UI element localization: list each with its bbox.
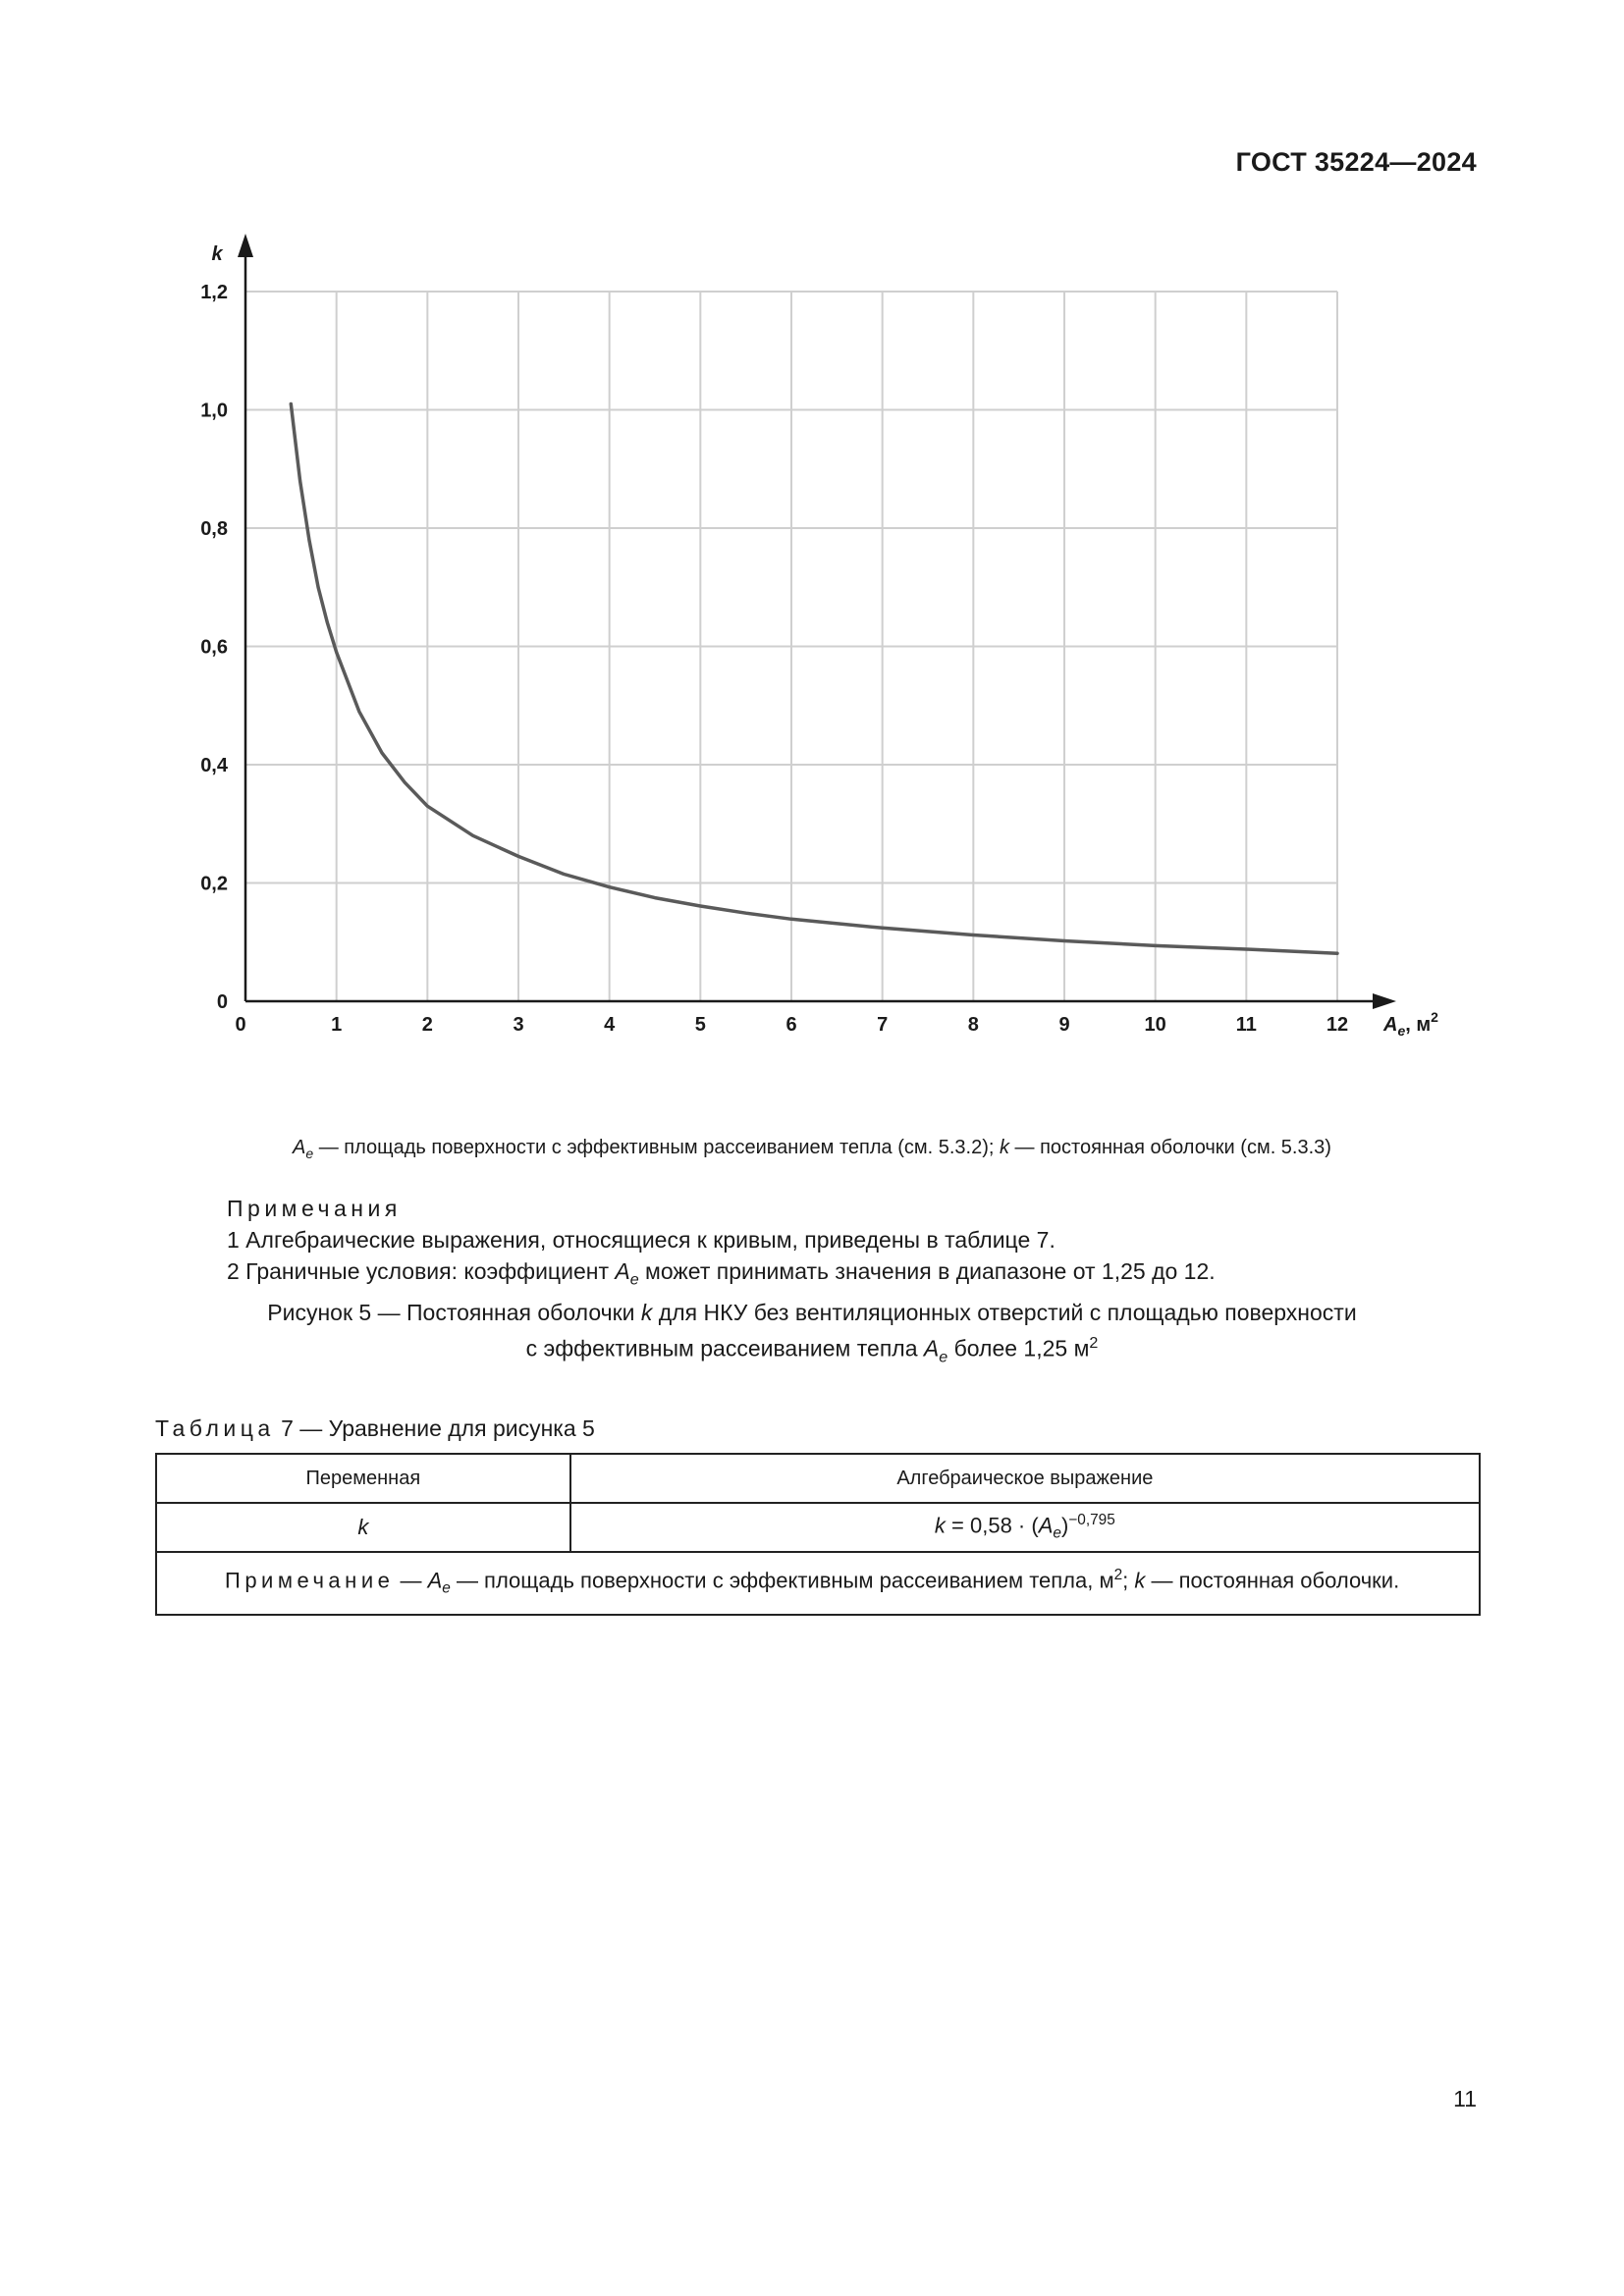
y-tick-label: 0,4 xyxy=(200,755,228,776)
column-header-variable: Переменная xyxy=(156,1454,570,1503)
y-axis-arrow xyxy=(238,234,253,257)
y-axis-title: k xyxy=(211,243,223,265)
column-header-expression: Алгебраическое выражение xyxy=(570,1454,1480,1503)
x-tick-label: 7 xyxy=(877,1014,889,1036)
table-title: Таблица 7 — Уравнение для рисунка 5 xyxy=(155,1415,595,1441)
y-tick-label: 0,6 xyxy=(200,636,228,659)
table-row xyxy=(156,1503,1480,1552)
note-1: 1 Алгебраические выражения, относящиеся к кривым, приведены в таблице 7. xyxy=(227,1227,1056,1253)
equation-table xyxy=(155,1453,1481,1616)
page-number: 11 xyxy=(1453,2086,1477,2111)
x-tick-label: 4 xyxy=(604,1014,616,1036)
x-tick-label: 12 xyxy=(1326,1014,1349,1036)
x-tick-label: 8 xyxy=(967,1014,979,1036)
x-tick-label: 11 xyxy=(1235,1014,1257,1036)
y-tick-label: 1,2 xyxy=(200,282,228,303)
y-tick-labels xyxy=(200,282,229,1013)
y-tick-label: 0,8 xyxy=(200,518,228,540)
notes-heading: Примечания xyxy=(227,1196,402,1221)
y-tick-label: 1,0 xyxy=(200,400,228,422)
chart-series xyxy=(291,404,1337,954)
x-tick-labels xyxy=(235,1014,1348,1036)
table-note: Примечание — $A_e$ — площадь поверхности с эффективным рассеиванием тепла, $м^2$; k — постоянная оболочки. xyxy=(156,1552,1480,1615)
chart-axes xyxy=(238,234,1396,1009)
expression-cell: $k = 0,58 \cdot (A_e)^{-0,795}$ xyxy=(570,1503,1480,1552)
x-tick-label: 9 xyxy=(1058,1014,1070,1036)
x-tick-label: 1 xyxy=(331,1014,343,1036)
x-tick-label: 6 xyxy=(785,1014,797,1036)
y-tick-label: 0 xyxy=(216,991,228,1013)
figure-legend: $A_e$ — площадь поверхности с эффективным рассеиванием тепла (см. 5.3.2); k — постоянная оболочки (см. 5.3.3) xyxy=(293,1137,1331,1161)
note-2: 2 Граничные условия: коэффициент $A_e$ может принимать значения в диапазоне от 1,25 до 12. xyxy=(227,1258,1216,1289)
variable-cell: k xyxy=(156,1503,570,1552)
chart-grid xyxy=(245,292,1337,1001)
x-tick-label: 3 xyxy=(513,1014,524,1036)
figure-notes xyxy=(227,1193,1216,1296)
standard-number: ГОСТ 35224—2024 xyxy=(1235,147,1477,177)
k-vs-ae-chart xyxy=(0,0,1624,1090)
table-header-row xyxy=(156,1454,1480,1503)
x-axis-title: $A_e$, $м^2$ xyxy=(1383,1009,1438,1039)
y-tick-label: 0,2 xyxy=(200,873,228,895)
x-tick-label: 5 xyxy=(694,1014,706,1036)
table-note-row xyxy=(156,1552,1480,1615)
x-axis-arrow xyxy=(1373,993,1396,1009)
series-line-k xyxy=(291,404,1337,954)
x-tick-label: 0 xyxy=(235,1014,246,1036)
x-tick-label: 10 xyxy=(1144,1014,1166,1036)
x-tick-label: 2 xyxy=(421,1014,433,1036)
figure-caption: Рисунок 5 — Постоянная оболочки k для НКУ без вентиляционных отверстий с площадью поверхности с эффективным рассеиванием тепла $A_e$ более 1,25 $м^2$ xyxy=(267,1300,1357,1366)
